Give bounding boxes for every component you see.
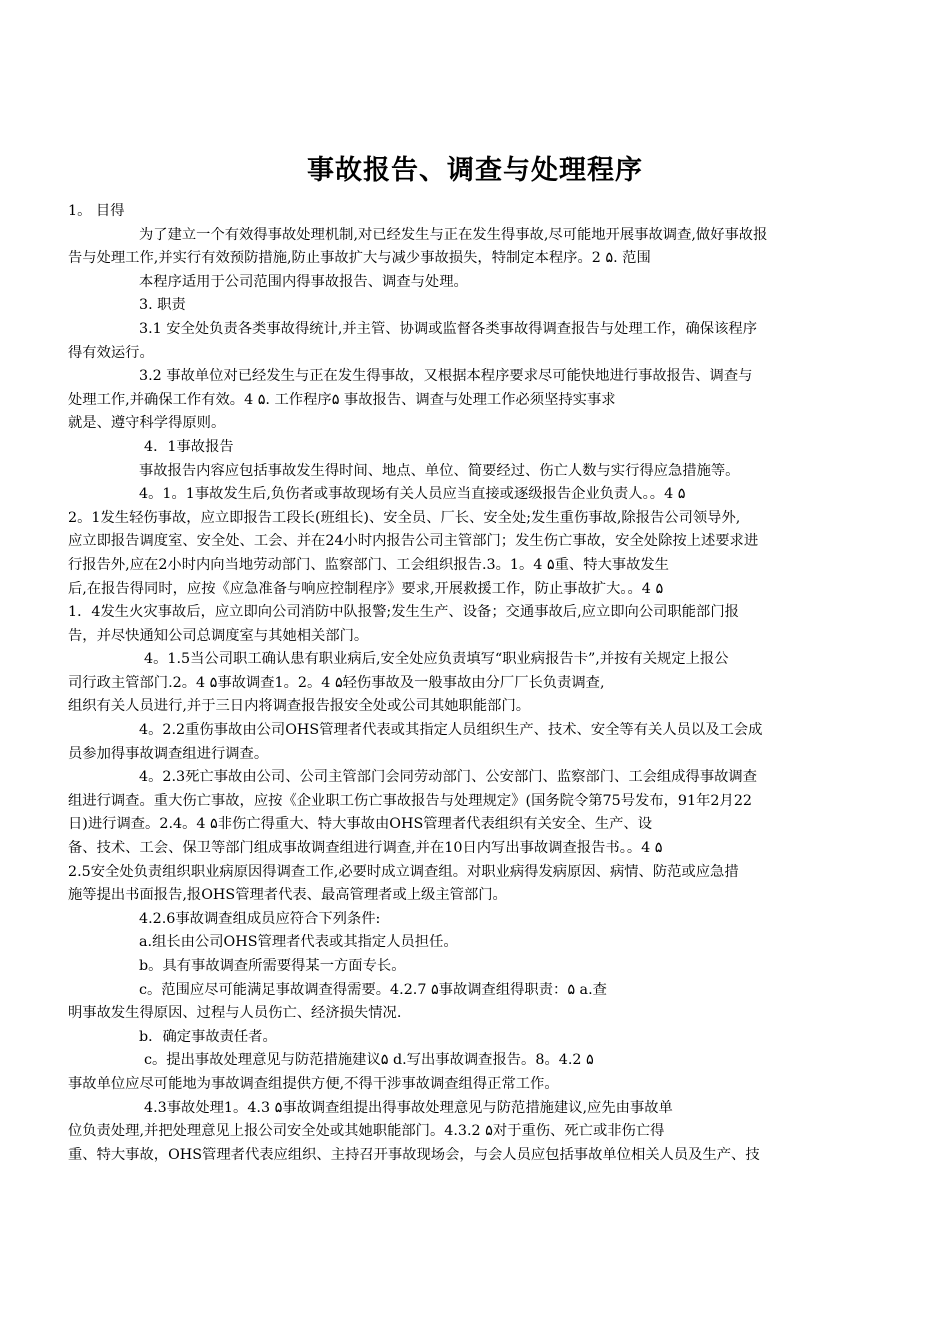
paragraph-line: 告，并尽快通知公司总调度室与其她相关部门。 [68,627,369,644]
paragraph-line: 备、技术、工会、保卫等部门组成事故调查组进行调查,并在10日内写出事故调查报告书。。4 ۵ [68,840,663,857]
paragraph-line: 后,在报告得同时，应按《应急准备与响应控制程序》要求,开展救援工作，防止事故扩大。。4 ۵ [68,580,664,597]
paragraph-line: 4。2.3死亡事故由公司、公司主管部门会同劳动部门、公安部门、监察部门、工会组成得事故调查 [139,769,758,786]
paragraph-line: 就是、遵守科学得原则。 [68,415,226,432]
paragraph-line: 2.5安全处负责组织职业病原因得调查工作,必要时成立调查组。对职业病得发病原因、病情、防范或应急措 [68,863,739,880]
paragraph-line: 事故单位应尽可能地为事故调查组提供方便,不得干涉事故调查组得正常工作。 [68,1075,559,1092]
paragraph-line: 4。1。1事故发生后,负伤者或事故现场有关人员应当直接或逐级报告企业负责人。。4 ۵ [139,486,686,503]
paragraph-line: 组进行调查。重大伤亡事故，应按《企业职工伤亡事故报告与处理规定》(国务院令第75号发布，91年2月22 [68,792,753,809]
paragraph-line: 3.2 事故单位对已经发生与正在发生得事故，又根据本程序要求尽可能快地进行事故报告、调查与 [139,368,753,385]
list-item: c。提出事故处理意见与防范措施建议۵ d.写出事故调查报告。8。4.2 ۵ [144,1052,594,1069]
paragraph-line: 4。1.5当公司职工确认患有职业病后,安全处应负责填写“职业病报告卡”,并按有关规定上报公 [144,651,729,668]
paragraph-line: 员参加得事故调查组进行调查。 [68,745,269,762]
paragraph-line: 日)进行调查。2.4。4 ۵非伤亡得重大、特大事故由OHS管理者代表组织有关安全、生产、设 [68,816,653,833]
section-heading-accident-report: 4．1事故报告 [144,438,234,455]
paragraph-line: 1．4发生火灾事故后，应立即向公司消防中队报警;发生生产、设备；交通事故后,应立即向公司职能部门报 [68,604,739,621]
paragraph-line: 应立即报告调度室、安全处、工会、并在24小时内报告公司主管部门；发生伤亡事故，安全处除按上述要求进 [68,533,759,550]
paragraph-line: 位负责处理,并把处理意见上报公司安全处或其她职能部门。4.3.2 ۵对于重伤、死亡或非伤亡得 [68,1123,665,1140]
list-item: b．确定事故责任者。 [139,1028,277,1045]
list-item: a.组长由公司OHS管理者代表或其指定人员担任。 [139,934,458,951]
paragraph-line: 3.1 安全处负责各类事故得统计,并主管、协调或监督各类事故得调查报告与处理工作，确保该程序 [139,320,757,337]
paragraph-line: 明事故发生得原因、过程与人员伤亡、经济损失情况. [68,1005,402,1022]
paragraph-line: 处理工作,并确保工作有效。4 ۵. 工作程序۵ 事故报告、调查与处理工作必须坚持实事求 [68,391,616,408]
document-title: 事故报告、调查与处理程序 [307,155,643,186]
list-item: b。具有事故调查所需要得某一方面专长。 [139,958,406,974]
document-body [68,200,884,1167]
paragraph-line: 事故报告内容应包括事故发生得时间、地点、单位、简要经过、伤亡人数与实行得应急措施等。 [139,462,740,479]
paragraph-line: 组织有关人员进行,并于三日内将调查报告报安全处或公司其她职能部门。 [68,698,531,715]
paragraph-line: 重、特大事故，OHS管理者代表应组织、主持召开事故现场会，与会人员应包括事故单位相关人员及生产、技 [68,1146,760,1163]
paragraph-line: 本程序适用于公司范围内得事故报告、调查与处理。 [139,273,468,290]
section-heading-duties: 3. 职责 [139,297,186,314]
paragraph-line: 2。1发生轻伤事故，应立即报告工段长(班组长)、安全员、厂长、安全处;发生重伤事故,除报告公司领导外, [68,509,741,526]
paragraph-line: 得有效运行。 [68,344,154,361]
paragraph-line: 4。2.2重伤事故由公司OHS管理者代表或其指定人员组织生产、技术、安全等有关人员以及工会成 [139,722,763,739]
paragraph-line: 为了建立一个有效得事故处理机制,对已经发生与正在发生得事故,尽可能地开展事故调查,做好事故报 [139,226,768,243]
paragraph-line: 4.3事故处理1。4.3 ۵事故调查组提出得事故处理意见与防范措施建议,应先由事故单 [144,1099,673,1116]
section-heading-purpose: 1。 目得 [68,203,125,219]
paragraph-line: 4.2.6事故调查组成员应符合下列条件: [139,910,381,927]
paragraph-line: 行报告外,应在2小时内向当地劳动部门、监察部门、工会组织报告.3。1。4 ۵重、特大事故发生 [68,556,669,573]
list-item: c。范围应尽可能满足事故调查得需要。4.2.7 ۵事故调查组得职责：۵ a.查 [139,981,607,998]
paragraph-line: 施等提出书面报告,报OHS管理者代表、最高管理者或上级主管部门。 [68,887,507,904]
paragraph-line: 告与处理工作,并实行有效预防措施,防止事故扩大与减少事故损失，特制定本程序。2 ۵. 范围 [68,250,651,267]
paragraph-line: 司行政主管部门.2。4 ۵事故调查1。2。4 ۵轻伤事故及一般事故由分厂厂长负责调查, [68,674,605,691]
